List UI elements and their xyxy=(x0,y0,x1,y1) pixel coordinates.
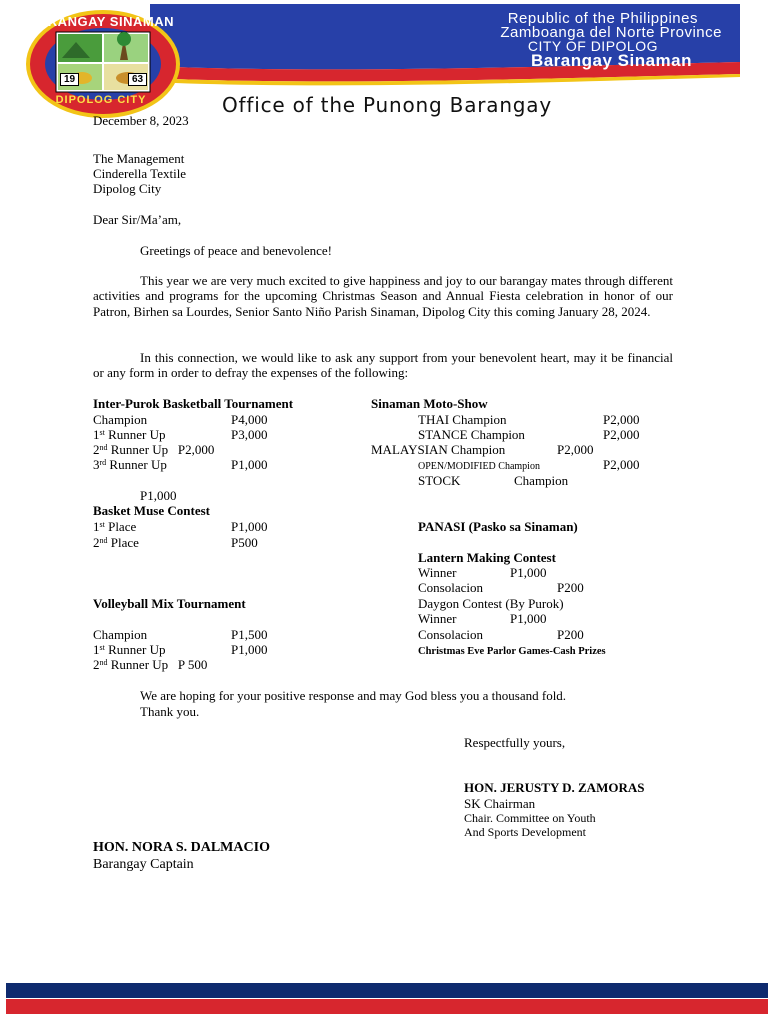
greeting: Greetings of peace and benevolence! xyxy=(140,243,333,258)
moto-thai-label: THAI Champion xyxy=(418,412,507,427)
volleyball-champion-label: Champion xyxy=(93,627,148,642)
volleyball-runner1-prize: P1,000 xyxy=(231,642,268,657)
daygon-title: Daygon Contest (By Purok) xyxy=(418,596,564,611)
volleyball-runner1-label: 1st Runner Up xyxy=(93,642,166,657)
letter-date: December 8, 2023 xyxy=(93,113,189,128)
header-line-republic: Republic of the Philippines xyxy=(507,10,698,27)
moto-stance-prize: P2,000 xyxy=(603,427,640,442)
seal-year-left: 19 xyxy=(60,73,79,86)
seal-year-right: 63 xyxy=(128,73,147,86)
daygon-winner-prize: P1,000 xyxy=(510,611,547,626)
moto-stock-label2: Champion xyxy=(514,473,569,488)
daygon-consolacion-prize: P200 xyxy=(557,627,584,642)
basketball-runner1-label: 1st Runner Up xyxy=(93,427,166,442)
closing-paragraph: We are hoping for your positive response and may God bless you a thousand fold. xyxy=(140,688,567,703)
lantern-consolacion-label: Consolacion xyxy=(418,580,483,595)
captain-name: HON. NORA S. DALMACIO xyxy=(93,840,270,855)
volleyball-runner2-line: 2nd Runner Up P 500 xyxy=(93,657,208,672)
paragraph-activities: This year we are very much excited to give happiness and joy to our barangay mates through different activities and programs for the upcoming Christmas Season and Annual Fiesta celebration in honor of our Patron, Birhen sa Lourdes, Senior Santo Niño Parish Sinaman, Dipolog City this coming January 28, 2024. xyxy=(93,273,673,319)
moto-title: Sinaman Moto-Show xyxy=(371,396,488,411)
seal-bottom-text: DIPOLOG CITY xyxy=(55,94,147,106)
moto-malaysian-prize: P2,000 xyxy=(557,442,594,457)
header-line-city: CITY OF DIPOLOG xyxy=(527,38,658,54)
sk-role-1: Chair. Committee on Youth xyxy=(464,811,596,825)
thank-you: Thank you. xyxy=(140,704,200,719)
barangay-seal xyxy=(24,8,182,120)
moto-stock-label: STOCK xyxy=(418,473,461,488)
moto-malaysian-label: MALAYSIAN Champion xyxy=(371,442,506,457)
moto-thai-prize: P2,000 xyxy=(603,412,640,427)
recipient-line-2: Cinderella Textile xyxy=(93,166,187,181)
lantern-title: Lantern Making Contest xyxy=(418,550,556,565)
header-line-barangay: Barangay Sinaman xyxy=(530,51,692,70)
basketball-runner3-label: 3rd Runner Up xyxy=(93,457,167,472)
basketball-runner1-prize: P3,000 xyxy=(231,427,268,442)
muse-second-prize: P500 xyxy=(231,535,258,550)
basketball-extra-prize: P1,000 xyxy=(140,488,177,503)
recipient-line-3: Dipolog City xyxy=(93,181,162,196)
daygon-consolacion-label: Consolacion xyxy=(418,627,483,642)
lantern-consolacion-prize: P200 xyxy=(557,580,584,595)
header-line-province: Zamboanga del Norte Province xyxy=(500,24,722,41)
moto-open-prize: P2,000 xyxy=(603,457,640,472)
office-title: Office of the Punong Barangay xyxy=(222,93,552,117)
recipient-line-1: The Management xyxy=(93,151,185,166)
basketball-runner3-prize: P1,000 xyxy=(231,457,268,472)
basketball-runner2-line: 2nd Runner Up P2,000 xyxy=(93,442,215,457)
volleyball-title: Volleyball Mix Tournament xyxy=(93,596,246,611)
captain-title: Barangay Captain xyxy=(93,857,194,872)
sk-name: HON. JERUSTY D. ZAMORAS xyxy=(464,780,645,795)
basketball-champion-label: Champion xyxy=(93,412,148,427)
footer-blue-bar xyxy=(6,983,768,998)
basketball-champion-prize: P4,000 xyxy=(231,412,268,427)
daygon-winner-label: Winner xyxy=(418,611,457,626)
sk-title: SK Chairman xyxy=(464,796,536,811)
muse-second-label: 2nd Place xyxy=(93,535,139,550)
moto-open-label: OPEN/MODIFIED Champion xyxy=(418,461,540,472)
parlor-games: Christmas Eve Parlor Games-Cash Prizes xyxy=(418,646,606,657)
muse-first-prize: P1,000 xyxy=(231,519,268,534)
salutation: Dear Sir/Ma’am, xyxy=(93,212,182,227)
footer-red-bar xyxy=(6,999,768,1014)
sk-role-2: And Sports Development xyxy=(464,825,586,839)
basketball-title: Inter-Purok Basketball Tournament xyxy=(93,396,294,411)
muse-title: Basket Muse Contest xyxy=(93,503,210,518)
volleyball-champion-prize: P1,500 xyxy=(231,627,268,642)
moto-stance-label: STANCE Champion xyxy=(418,427,525,442)
paragraph-request: In this connection, we would like to ask any support from your benevolent heart, may it be financial or any form in order to defray the expenses of the following: xyxy=(93,350,673,381)
seal-top-text: BARANGAY SINAMAN xyxy=(28,14,174,29)
muse-first-label: 1st Place xyxy=(93,519,137,534)
complimentary-close: Respectfully yours, xyxy=(464,735,566,750)
lantern-winner-prize: P1,000 xyxy=(510,565,547,580)
lantern-winner-label: Winner xyxy=(418,565,457,580)
panasi-title: PANASI (Pasko sa Sinaman) xyxy=(418,519,578,534)
